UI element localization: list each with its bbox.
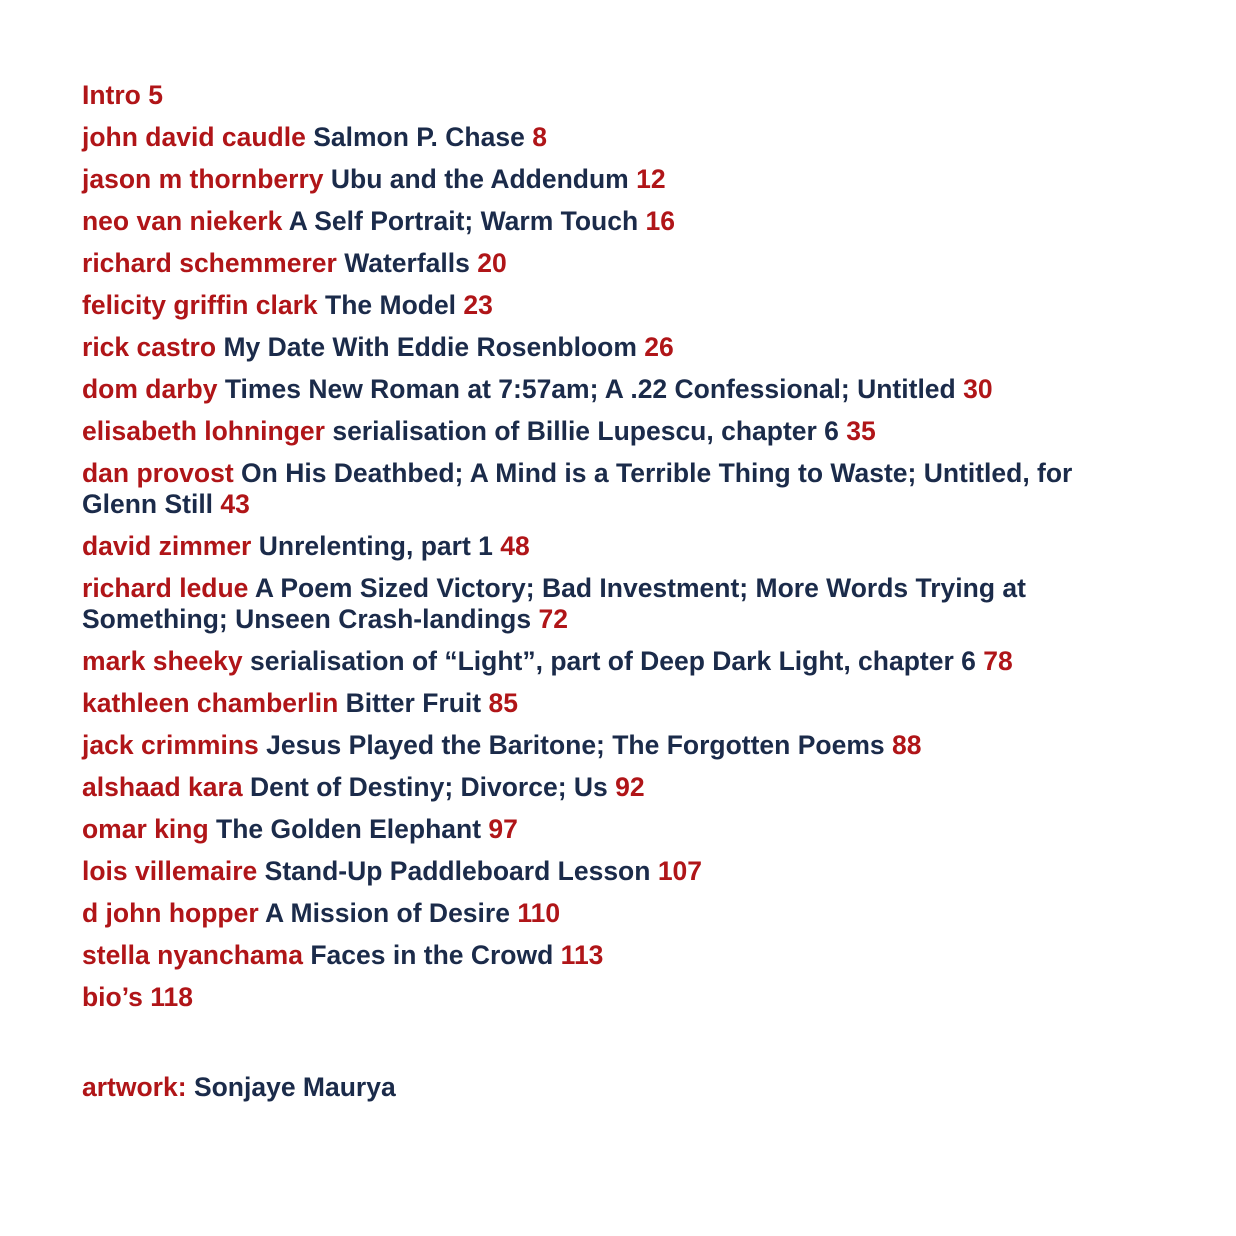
toc-title: My Date With Eddie Rosenbloom: [223, 332, 637, 362]
toc-author: jack crimmins: [82, 730, 259, 760]
toc-page-number: 85: [488, 688, 518, 718]
toc-title: Unrelenting, part 1: [258, 531, 493, 561]
toc-author: kathleen chamberlin: [82, 688, 339, 718]
toc-entry: [82, 940, 1142, 971]
toc-page-number: 35: [846, 416, 876, 446]
toc-entry-intro: [82, 80, 1142, 111]
toc-page-number: 97: [488, 814, 518, 844]
toc-page-number: 43: [220, 489, 250, 519]
artwork-credit-name: Sonjaye Maurya: [193, 1072, 396, 1102]
toc-title: A Self Portrait; Warm Touch: [288, 206, 639, 236]
toc-author: felicity griffin clark: [82, 290, 318, 320]
toc-author: john david caudle: [82, 122, 306, 152]
toc-page-number: 92: [615, 772, 645, 802]
toc-entry: [82, 458, 1142, 520]
toc-page-number: 5: [148, 80, 163, 110]
toc-page-number: 88: [892, 730, 922, 760]
table-of-contents: [82, 80, 1142, 1024]
toc-author: Intro: [82, 80, 141, 110]
toc-author: lois villemaire: [82, 856, 258, 886]
toc-author: rick castro: [82, 332, 217, 362]
toc-title: On His Deathbed; A Mind is a Terrible Thing to Waste; Untitled, for Glenn Still: [82, 458, 1073, 519]
toc-author: mark sheeky: [82, 646, 243, 676]
toc-entry: [82, 856, 1142, 887]
toc-entry: [82, 814, 1142, 845]
toc-author: d john hopper: [82, 898, 259, 928]
toc-entry: [82, 206, 1142, 237]
toc-entry: [82, 164, 1142, 195]
toc-author: neo van niekerk: [82, 206, 283, 236]
toc-author: dan provost: [82, 458, 234, 488]
toc-page-number: 23: [463, 290, 493, 320]
toc-entry: [82, 122, 1142, 153]
toc-title: Stand-Up Paddleboard Lesson: [264, 856, 651, 886]
toc-page-number: 8: [532, 122, 547, 152]
toc-page-number: 107: [657, 856, 703, 886]
toc-entry: [82, 416, 1142, 447]
toc-page-number: 110: [517, 898, 561, 928]
toc-title: Dent of Destiny; Divorce; Us: [249, 772, 608, 802]
toc-title: Bitter Fruit: [345, 688, 482, 718]
toc-page-number: 48: [500, 531, 530, 561]
toc-page-number: 78: [983, 646, 1013, 676]
toc-title: A Mission of Desire: [265, 898, 510, 928]
toc-title: serialisation of “Light”, part of Deep Dark Light, chapter 6: [249, 646, 976, 676]
artwork-credit-label: artwork:: [82, 1072, 187, 1102]
toc-page-number: 12: [636, 164, 666, 194]
toc-entry: [82, 531, 1142, 562]
toc-title: The Model: [325, 290, 457, 320]
toc-author: david zimmer: [82, 531, 252, 561]
toc-author: omar king: [82, 814, 209, 844]
toc-entry: [82, 248, 1142, 279]
toc-title: serialisation of Billie Lupescu, chapter 6: [332, 416, 839, 446]
toc-title: Waterfalls: [344, 248, 470, 278]
toc-author: richard ledue: [82, 573, 249, 603]
toc-entry: [82, 374, 1142, 405]
toc-title: Times New Roman at 7:57am; A .22 Confessional; Untitled: [224, 374, 956, 404]
toc-title: Ubu and the Addendum: [330, 164, 629, 194]
toc-author: jason m thornberry: [82, 164, 324, 194]
toc-page-number: 16: [645, 206, 676, 236]
toc-title: Jesus Played the Baritone; The Forgotten Poems: [266, 730, 885, 760]
toc-title: Salmon P. Chase: [313, 122, 525, 152]
toc-entry: [82, 290, 1142, 321]
toc-entry: [82, 332, 1142, 363]
toc-author: stella nyanchama: [82, 940, 303, 970]
toc-author: dom darby: [82, 374, 218, 404]
toc-title: Faces in the Crowd: [310, 940, 554, 970]
toc-page-number: 20: [477, 248, 507, 278]
artwork-credit: [82, 1072, 396, 1103]
toc-page-number: 72: [538, 604, 568, 634]
toc-entry: [82, 688, 1142, 719]
toc-author: alshaad kara: [82, 772, 243, 802]
toc-entry: [82, 573, 1142, 635]
toc-entry: [82, 646, 1142, 677]
toc-author: richard schemmerer: [82, 248, 337, 278]
toc-page-number: 30: [963, 374, 993, 404]
toc-page-number: 26: [644, 332, 674, 362]
toc-author: elisabeth lohninger: [82, 416, 325, 446]
toc-entry-bios: [82, 982, 1142, 1013]
toc-title: The Golden Elephant: [216, 814, 482, 844]
toc-page-number: 113: [560, 940, 604, 970]
toc-entry: [82, 898, 1142, 929]
toc-author: bio’s: [82, 982, 143, 1012]
toc-entry: [82, 772, 1142, 803]
toc-title: A Poem Sized Victory; Bad Investment; More Words Trying at Something; Unseen Crash-landings: [82, 573, 1026, 634]
toc-page-number: 118: [150, 982, 193, 1012]
toc-entry: [82, 730, 1142, 761]
